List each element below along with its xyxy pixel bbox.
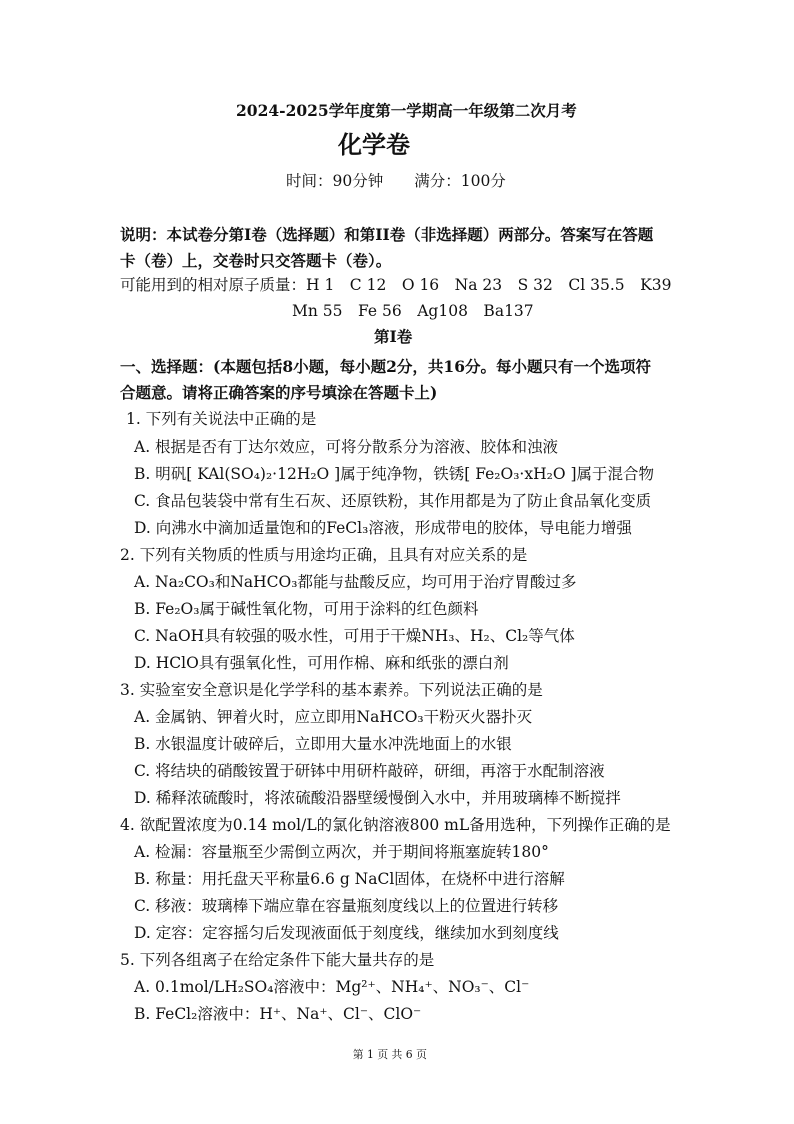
option-c: C. NaOH具有较强的吸水性，可用于干燥NH₃、H₂、Cl₂等气体: [134, 627, 575, 645]
question-stem: 5. 下列各组离子在给定条件下能大量共存的是: [120, 951, 435, 969]
option-a: A. Na₂CO₃和NaHCO₃都能与盐酸反应，均可用于治疗胃酸过多: [134, 573, 577, 591]
subject-title: 化学卷: [338, 130, 410, 159]
option-d: D. HClO具有强氧化性，可用作棉、麻和纸张的漂白剂: [134, 654, 509, 672]
option-c: C. 将结块的硝酸铵置于研钵中用研杵敲碎，研细，再溶于水配制溶液: [134, 762, 605, 780]
option-d: D. 稀释浓硫酸时，将浓硫酸沿器壁缓慢倒入水中，并用玻璃棒不断搅拌: [134, 789, 621, 807]
option-a: A. 0.1mol/LH₂SO₄溶液中：Mg²⁺、NH₄⁺、NO₃⁻、Cl⁻: [134, 978, 530, 996]
section-instructions-line-1: 一、选择题：(本题包括8小题，每小题2分，共16分。每小题只有一个选项符: [120, 357, 651, 376]
part-title: 第I卷: [374, 327, 413, 346]
option-b: B. 明矾[ KAl(SO₄)₂·12H₂O ]属于纯净物，铁锈[ Fe₂O₃·xH₂O ]属于混合物: [134, 465, 655, 483]
option-a: A. 检漏：容量瓶至少需倒立两次，并于期间将瓶塞旋转180°: [134, 843, 549, 861]
option-c: C. 移液：玻璃棒下端应靠在容量瓶刻度线以上的位置进行转移: [134, 897, 559, 915]
atomic-mass-line-2: Mn 55 Fe 56 Ag108 Ba137: [292, 302, 534, 320]
time-info: 时间：90分钟 满分：100分: [286, 172, 506, 190]
question-stem: 4. 欲配置浓度为0.14 mol/L的氯化钠溶液800 mL备用选种，下列操作正确的是: [120, 816, 671, 834]
option-a: A. 根据是否有丁达尔效应，可将分散系分为溶液、胶体和浊液: [134, 438, 559, 456]
option-d: D. 向沸水中滴加适量饱和的FeCl₃溶液，形成带电的胶体，导电能力增强: [134, 519, 632, 537]
question-stem: 1. 下列有关说法中正确的是: [126, 410, 317, 428]
exam-title: 2024-2025学年度第一学期高一年级第二次月考: [236, 101, 577, 120]
atomic-mass-line-1: 可能用到的相对原子质量：H 1 C 12 O 16 Na 23 S 32 Cl 35.5 K39: [120, 276, 672, 294]
question-stem: 2. 下列有关物质的性质与用途均正确，且具有对应关系的是: [120, 546, 528, 564]
question-stem: 3. 实验室安全意识是化学学科的基本素养。下列说法正确的是: [120, 681, 543, 699]
option-b: B. 水银温度计破碎后，立即用大量水冲洗地面上的水银: [134, 735, 512, 753]
option-d: D. 定容：定容摇匀后发现液面低于刻度线，继续加水到刻度线: [134, 924, 559, 942]
option-b: B. 称量：用托盘天平称量6.6 g NaCl固体，在烧杯中进行溶解: [134, 870, 565, 888]
section-instructions-line-2: 合题意。请将正确答案的序号填涂在答题卡上): [120, 383, 438, 402]
notice-line-1: 说明：本试卷分第I卷（选择题）和第II卷（非选择题）两部分。答案写在答题: [120, 225, 654, 244]
page-footer: 第 1 页 共 6 页: [352, 1048, 427, 1061]
notice-line-2: 卡（卷）上，交卷时只交答题卡（卷）。: [120, 251, 392, 270]
option-b: B. Fe₂O₃属于碱性氧化物，可用于涂料的红色颜料: [134, 600, 479, 618]
option-c: C. 食品包装袋中常有生石灰、还原铁粉，其作用都是为了防止食品氧化变质: [134, 492, 652, 510]
option-b: B. FeCl₂溶液中：H⁺、Na⁺、Cl⁻、ClO⁻: [134, 1005, 422, 1023]
option-a: A. 金属钠、钾着火时，应立即用NaHCO₃干粉灭火器扑灭: [134, 708, 533, 726]
